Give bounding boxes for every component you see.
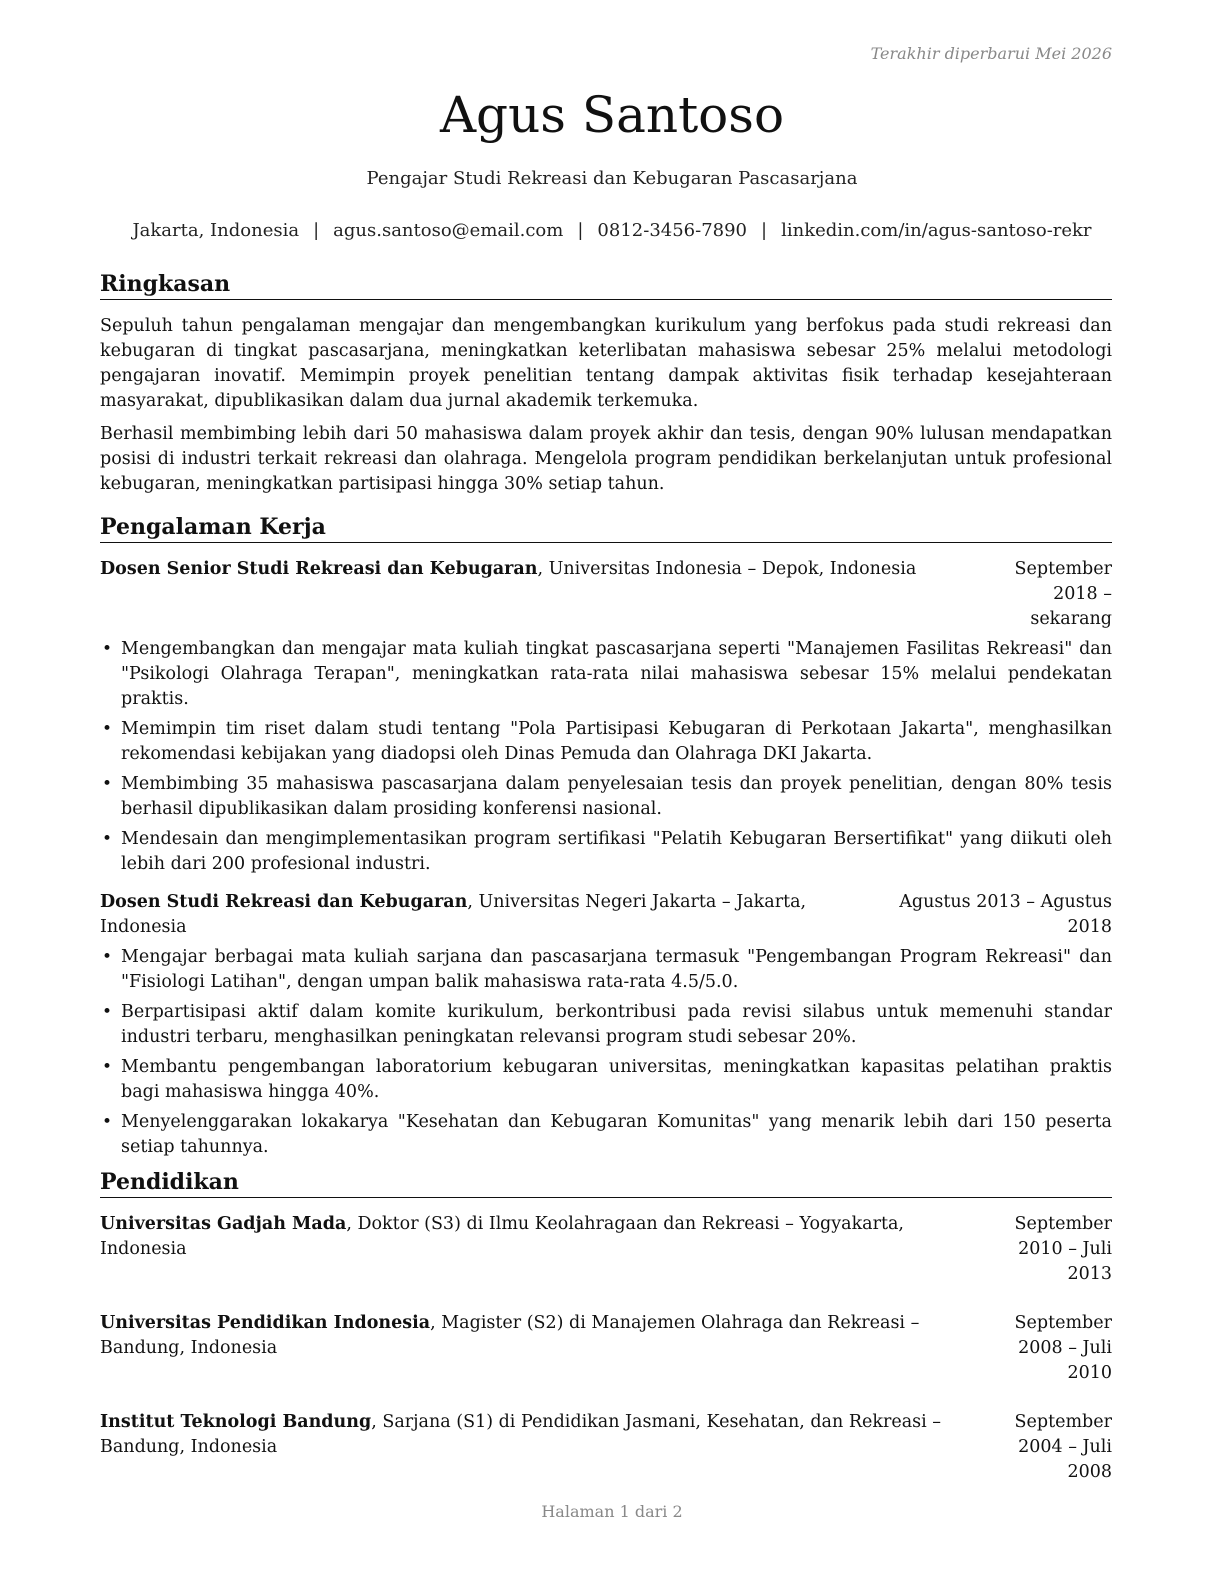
job-entry bbox=[100, 557, 1112, 877]
education-degree: , Magister (S2) di Manajemen Olahraga dan Rekreasi – Bandung, Indonesia bbox=[100, 1313, 920, 1358]
job-title-line bbox=[100, 557, 972, 632]
job-dates: Agustus 2013 – Agustus 2018 bbox=[899, 892, 1112, 937]
job-bullet: • Menyelenggarakan lokakarya "Kesehatan dan Kebugaran Komunitas" yang menarik lebih dari 150 peserta setiap tahunnya. bbox=[100, 1110, 1112, 1160]
education-degree: , Sarjana (S1) di Pendidikan Jasmani, Kesehatan, dan Rekreasi – Bandung, Indonesia bbox=[100, 1412, 942, 1457]
education-title-line bbox=[100, 1212, 972, 1287]
education-title-line bbox=[100, 1311, 972, 1386]
contact-separator: | bbox=[313, 220, 320, 241]
summary-section bbox=[100, 270, 1112, 497]
job-bullet: • Membimbing 35 mahasiswa pascasarjana dalam penyelesaian tesis dan proyek penelitian, dengan 80% tesis berhasil dipublikasikan dalam prosiding konferensi nasional. bbox=[100, 772, 1112, 822]
education-school: Universitas Pendidikan Indonesia bbox=[100, 1313, 431, 1333]
contact-separator: | bbox=[761, 220, 768, 241]
job-header bbox=[100, 557, 1112, 632]
education-school: Universitas Gadjah Mada bbox=[100, 1214, 347, 1234]
education-entry bbox=[100, 1410, 1112, 1485]
job-role: Dosen Senior Studi Rekreasi dan Kebugaran bbox=[100, 559, 538, 579]
contact-line bbox=[0, 220, 1224, 241]
last-updated-note: Terakhir diperbarui Mei 2026 bbox=[870, 44, 1112, 63]
resume-content bbox=[100, 270, 1112, 1485]
page-number: Halaman 1 dari 2 bbox=[541, 1502, 683, 1521]
job-dates: September 2018 – sekarang bbox=[1014, 559, 1112, 629]
education-entry bbox=[100, 1212, 1112, 1287]
job-bullets bbox=[100, 637, 1112, 877]
job-employer: , Universitas Negeri Jakarta – Jakarta, Indonesia bbox=[100, 892, 807, 937]
contact-separator: | bbox=[577, 220, 584, 241]
job-entry bbox=[100, 890, 1112, 1160]
job-header bbox=[100, 890, 1112, 940]
education-dates: September 2008 – Juli 2010 bbox=[1014, 1313, 1112, 1383]
education-degree: , Doktor (S3) di Ilmu Keolahragaan dan Rekreasi – Yogyakarta, Indonesia bbox=[100, 1214, 904, 1259]
contact-location: Jakarta, Indonesia bbox=[132, 220, 300, 241]
job-bullets bbox=[100, 945, 1112, 1160]
experience-heading: Pengalaman Kerja bbox=[100, 513, 1112, 543]
job-employer: , Universitas Indonesia – Depok, Indonesia bbox=[537, 559, 917, 579]
job-bullet: • Membantu pengembangan laboratorium kebugaran universitas, meningkatkan kapasitas pelatihan praktis bagi mahasiswa hingga 40%. bbox=[100, 1055, 1112, 1105]
candidate-title: Pengajar Studi Rekreasi dan Kebugaran Pascasarjana bbox=[366, 168, 858, 189]
summary-heading: Ringkasan bbox=[100, 270, 1112, 300]
education-heading: Pendidikan bbox=[100, 1168, 1112, 1198]
job-bullet: • Mendesain dan mengimplementasikan program sertifikasi "Pelatih Kebugaran Bersertifikat" yang diikuti oleh lebih dari 200 profesional industri. bbox=[100, 827, 1112, 877]
education-dates: September 2010 – Juli 2013 bbox=[1014, 1214, 1112, 1284]
candidate-name: Agus Santoso bbox=[439, 86, 785, 144]
experience-section bbox=[100, 513, 1112, 1160]
summary-paragraph: Sepuluh tahun pengalaman mengajar dan mengembangkan kurikulum yang berfokus pada studi rekreasi dan kebugaran di tingkat pascasarjana, meningkatkan keterlibatan mahasiswa sebesar 25% melalui metodologi pengajaran inovatif. Memimpin proyek penelitian tentang dampak aktivitas fisik terhadap kesejahteraan masyarakat, dipublikasikan dalam dua jurnal akademik terkemuka. bbox=[100, 316, 1112, 411]
contact-phone: 0812-3456-7890 bbox=[597, 220, 748, 241]
job-bullet: • Memimpin tim riset dalam studi tentang "Pola Partisipasi Kebugaran di Perkotaan Jakarta", menghasilkan rekomendasi kebijakan yang diadopsi oleh Dinas Pemuda dan Olahraga DKI Jakarta. bbox=[100, 717, 1112, 767]
contact-email[interactable]: agus.santoso@email.com bbox=[333, 220, 564, 241]
contact-linkedin[interactable]: linkedin.com/in/agus-santoso-rekr bbox=[781, 220, 1092, 241]
education-title-line bbox=[100, 1410, 972, 1485]
education-school: Institut Teknologi Bandung bbox=[100, 1412, 372, 1432]
job-bullet: • Berpartisipasi aktif dalam komite kurikulum, berkontribusi pada revisi silabus untuk memenuhi standar industri terbaru, menghasilkan peningkatan relevansi program studi sebesar 20%. bbox=[100, 1000, 1112, 1050]
job-title-line bbox=[100, 890, 867, 940]
job-bullet: • Mengembangkan dan mengajar mata kuliah tingkat pascasarjana seperti "Manajemen Fasilitas Rekreasi" dan "Psikologi Olahraga Terapan", meningkatkan rata-rata nilai mahasiswa sebesar 15% melalui pendekatan praktis. bbox=[100, 637, 1112, 712]
job-role: Dosen Studi Rekreasi dan Kebugaran bbox=[100, 892, 468, 912]
education-section bbox=[100, 1168, 1112, 1485]
summary-paragraph: Berhasil membimbing lebih dari 50 mahasiswa dalam proyek akhir dan tesis, dengan 90% lulusan mendapatkan posisi di industri terkait rekreasi dan olahraga. Mengelola program pendidikan berkelanjutan untuk profesional kebugaran, meningkatkan partisipasi hingga 30% setiap tahun. bbox=[100, 424, 1112, 494]
education-entry bbox=[100, 1311, 1112, 1386]
education-dates: September 2004 – Juli 2008 bbox=[1014, 1412, 1112, 1482]
job-bullet: • Mengajar berbagai mata kuliah sarjana dan pascasarjana termasuk "Pengembangan Program Rekreasi" dan "Fisiologi Latihan", dengan umpan balik mahasiswa rata-rata 4.5/5.0. bbox=[100, 945, 1112, 995]
